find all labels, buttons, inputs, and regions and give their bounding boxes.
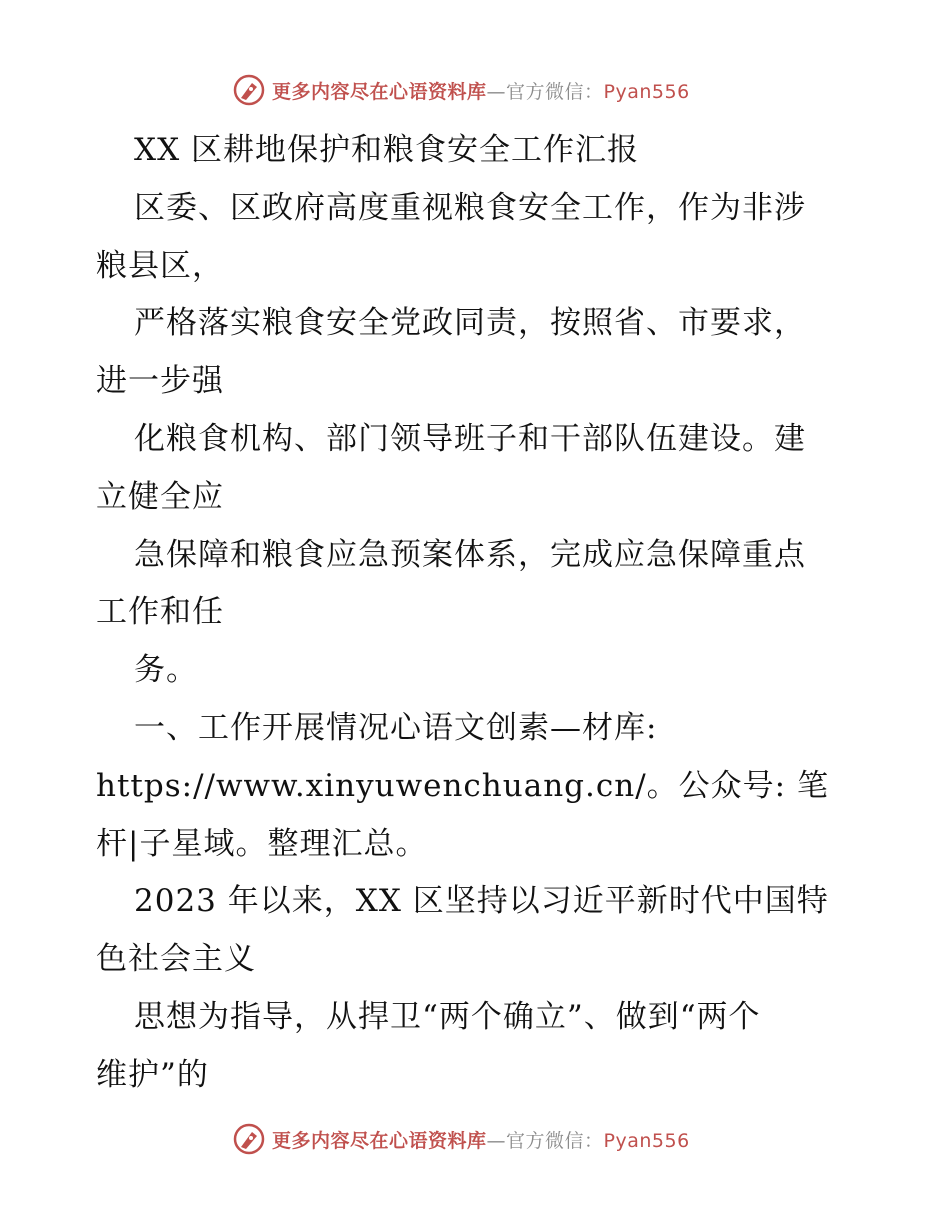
paragraph-line: 思想为指导，从捍卫“两个确立”、做到“两个	[134, 998, 761, 1035]
watermark-banner-bottom	[232, 1119, 752, 1159]
watermark-text	[272, 77, 690, 104]
section-heading: 一、工作开展情况心语文创素—材库:	[134, 709, 658, 746]
paragraph-line: 严格落实粮食安全党政同责，按照省、市要求，	[134, 305, 806, 342]
paragraph-line: 2023 年以来，XX 区坚持以习近平新时代中国特	[134, 883, 829, 920]
paragraph-line: 务。	[134, 652, 198, 689]
watermark-banner-top	[232, 70, 752, 110]
paragraph-line: 维护”的	[96, 1056, 209, 1093]
watermark-wechat-id: Pyan556	[603, 80, 690, 103]
watermark-text	[272, 1126, 690, 1153]
watermark-wechat-id: Pyan556	[603, 1129, 690, 1152]
watermark-separator: —	[486, 80, 507, 103]
paragraph-line: 进一步强	[96, 363, 224, 400]
paragraph-line: 急保障和粮食应急预案体系，完成应急保障重点	[134, 536, 806, 573]
paragraph-line: 工作和任	[96, 594, 224, 631]
paragraph-line: 粮县区，	[96, 247, 224, 284]
paragraph-line: 杆|子星域。整理汇总。	[96, 825, 428, 862]
paragraph-line: https://www.xinyuwenchuang.cn/。公众号: 笔	[96, 767, 829, 804]
document-body	[96, 122, 876, 1105]
pen-nib-seal-icon	[232, 1122, 266, 1156]
pen-nib-seal-icon	[232, 73, 266, 107]
document-title: XX 区耕地保护和粮食安全工作汇报	[134, 132, 639, 168]
watermark-main: 更多内容尽在心语资料库	[272, 1129, 487, 1152]
watermark-wechat-label: 官方微信：	[506, 1129, 604, 1152]
paragraph-line: 化粮食机构、部门领导班子和干部队伍建设。建	[134, 420, 806, 457]
watermark-main: 更多内容尽在心语资料库	[272, 80, 487, 103]
paragraph-line: 区委、区政府高度重视粮食安全工作，作为非涉	[134, 189, 806, 226]
watermark-separator: —	[486, 1129, 507, 1152]
paragraph-line: 色社会主义	[96, 941, 256, 978]
watermark-wechat-label: 官方微信：	[506, 80, 604, 103]
paragraph-line: 立健全应	[96, 478, 224, 515]
